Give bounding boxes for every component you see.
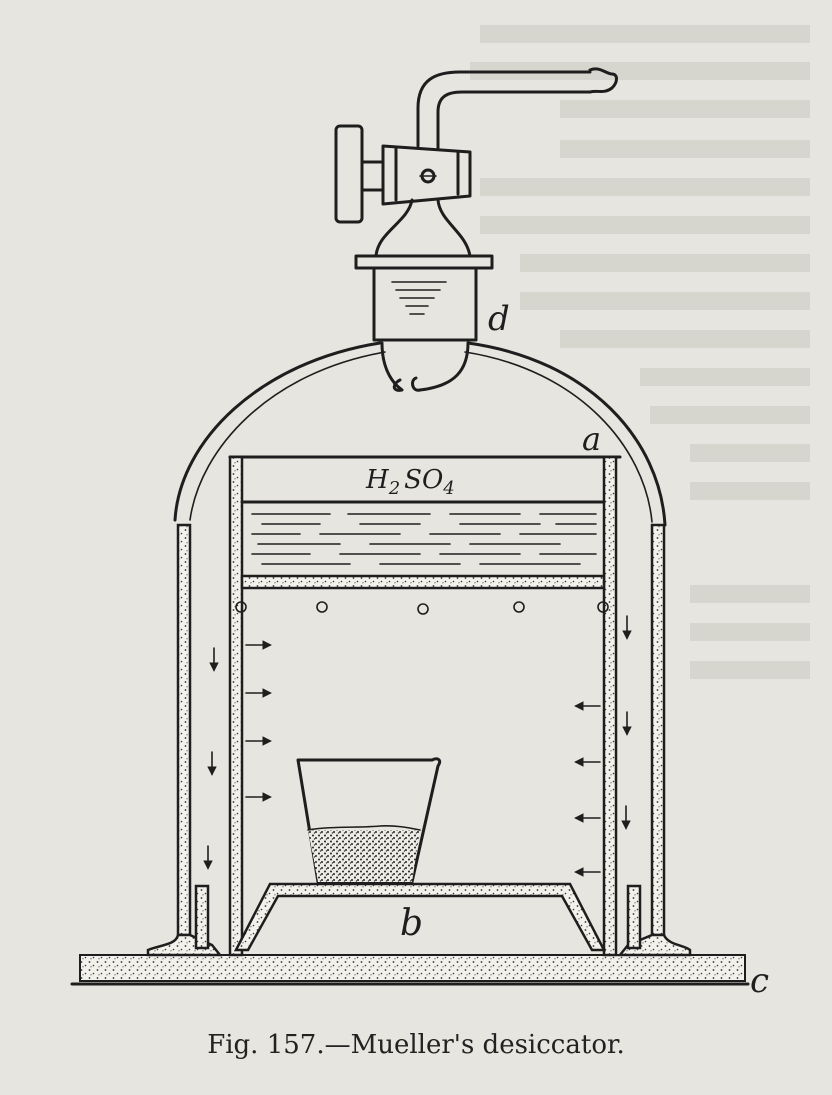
formula-letter: S bbox=[404, 465, 422, 495]
formula-letter: H bbox=[366, 465, 389, 495]
beaker bbox=[298, 759, 440, 882]
label-h2so4 bbox=[365, 465, 455, 499]
figure-caption bbox=[0, 1030, 832, 1060]
base-plate bbox=[72, 955, 748, 984]
acid-liquid bbox=[252, 514, 596, 564]
acid-formula bbox=[365, 465, 455, 499]
caption-text: Fig. 157.—Mueller's desiccator. bbox=[207, 1030, 625, 1060]
label-b: b bbox=[400, 903, 424, 944]
label-c: c bbox=[750, 961, 770, 1001]
formula-letter: O bbox=[421, 465, 444, 495]
inner-frame bbox=[230, 457, 620, 955]
vent-holes bbox=[236, 602, 608, 614]
formula-subscript: 4 bbox=[443, 478, 455, 499]
label-d: d bbox=[488, 299, 510, 339]
label-a: a bbox=[582, 420, 602, 458]
formula-subscript: 2 bbox=[388, 478, 401, 499]
